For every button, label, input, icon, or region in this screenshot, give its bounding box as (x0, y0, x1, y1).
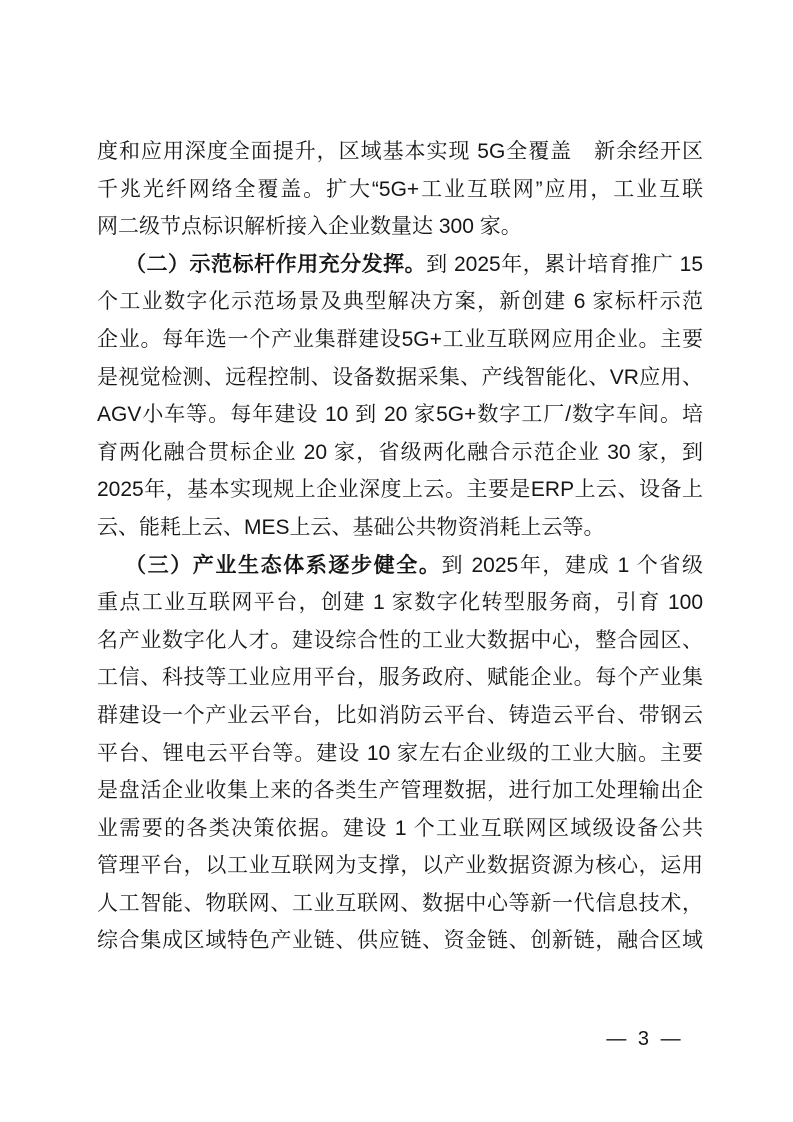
text-line: 重点工业互联网平台，创建 1 家数字化转型服务商，引育 100 (97, 591, 703, 615)
text-line: 人工智能、物联网、工业互联网、数据中心等新一代信息技术， (97, 891, 703, 915)
paragraph-1 (97, 133, 703, 246)
text-line: 育两化融合贯标企业 20 家，省级两化融合示范企业 30 家，到 (97, 440, 703, 464)
text-line: 千兆光纤网络全覆盖。扩大“5G+工业互联网”应用，工业互联 (97, 177, 703, 201)
text-line: 工信、科技等工业应用平台，服务政府、赋能企业。每个产业集 (97, 666, 703, 690)
text-line: 个工业数字化示范场景及典型解决方案，新创建 6 家标杆示范 (97, 290, 703, 314)
page-number: — 3 — (606, 1028, 684, 1050)
body-text (97, 133, 703, 960)
text-line: 度和应用深度全面提升，区域基本实现 5G全覆盖 新余经开区 (97, 140, 703, 163)
text-line: 群建设一个产业云平台，比如消防云平台、铸造云平台、带钢云 (97, 703, 703, 727)
text-line: 综合集成区域特色产业链、供应链、资金链、创新链，融合区域 (97, 929, 703, 953)
text-line: 是盘活企业收集上来的各类生产管理数据，进行加工处理输出企 (97, 779, 703, 803)
text-line: 平台、锂电云平台等。建设 10 家左右企业级的工业大脑。主要 (97, 741, 703, 765)
text-line: 是视觉检测、远程控制、设备数据采集、产线智能化、VR应用、 (97, 365, 703, 389)
text-line: 2025年，基本实现规上企业深度上云。主要是ERP上云、设备上 (97, 478, 703, 502)
text-line (97, 246, 703, 284)
paragraph-2 (97, 246, 703, 547)
text-line: 企业。每年选一个产业集群建设5G+工业互联网应用企业。主要 (97, 327, 703, 351)
text-line: 名产业数字化人才。建设综合性的工业大数据中心，整合园区、 (97, 628, 703, 652)
section-heading-2: （二）示范标杆作用充分发挥。 (125, 252, 427, 276)
section-heading-3: （三）产业生态体系逐步健全。 (125, 553, 442, 577)
text-line: 网二级节点标识解析接入企业数量达 300 家。 (97, 215, 522, 239)
text-line: AGV小车等。每年建设 10 到 20 家5G+数字工厂/数字车间。培 (97, 403, 703, 427)
text-line: 云、能耗上云、MES上云、基础公共物资消耗上云等。 (97, 515, 605, 539)
text-line (97, 547, 703, 585)
text-run: 到 2025年，建成 1 个省级 (441, 553, 703, 577)
paragraph-3 (97, 547, 703, 961)
text-line: 管理平台，以工业互联网为支撑，以产业数据资源为核心，运用 (97, 854, 703, 878)
text-run: 到 2025年，累计培育推广 15 (426, 252, 703, 276)
text-line: 业需要的各类决策依据。建设 1 个工业互联网区域级设备公共 (97, 816, 703, 840)
